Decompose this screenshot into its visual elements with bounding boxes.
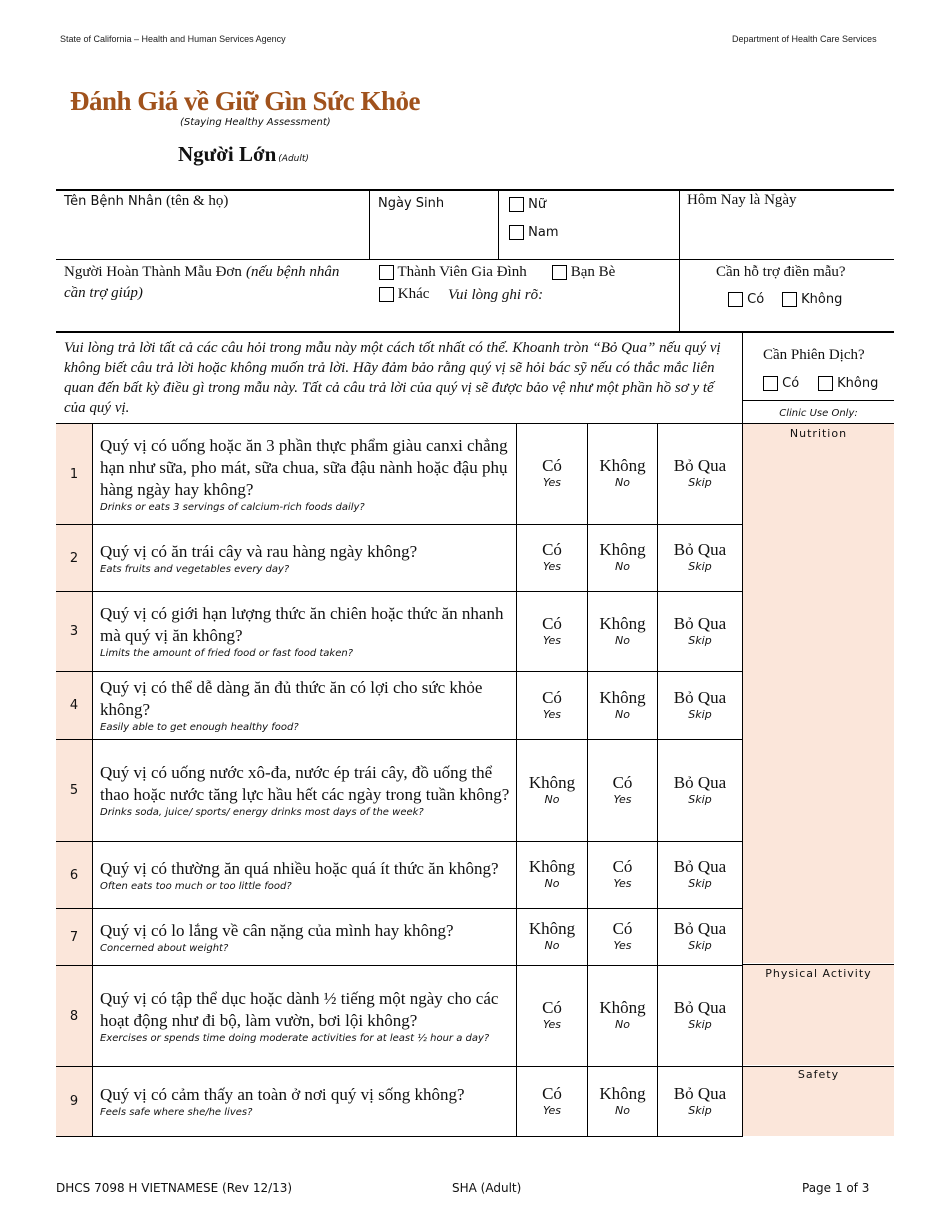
row-divider bbox=[56, 841, 743, 842]
question-text: Quý vị có uống nước xô-đa, nước ép trái cây, đồ uống thể thao hoặc nước tăng lực hầu hết các ngày trong tuần không? bbox=[100, 763, 510, 804]
answer-option-1[interactable] bbox=[517, 773, 587, 806]
answer-english: Yes bbox=[542, 707, 561, 721]
answer-english: Skip bbox=[688, 792, 712, 806]
answer-label: Có bbox=[542, 998, 562, 1017]
age-group-title bbox=[178, 142, 309, 167]
completed-by-label: Người Hoàn Thành Mẫu Đơn bbox=[64, 264, 242, 280]
form-subtitle: (Staying Healthy Assessment) bbox=[180, 117, 331, 128]
female-label: Nữ bbox=[528, 197, 547, 212]
answer-option-2[interactable] bbox=[588, 773, 657, 806]
question-english: Limits the amount of fried food or fast food taken? bbox=[100, 648, 354, 659]
answer-label: Có bbox=[542, 540, 562, 559]
row-divider bbox=[56, 524, 743, 525]
question-text: Quý vị có giới hạn lượng thức ăn chiên hoặc thức ăn nhanh mà quý vị ăn không? bbox=[100, 604, 504, 645]
interpreter-yes-option bbox=[763, 376, 799, 391]
answer-label: Bỏ Qua bbox=[673, 857, 727, 876]
question-english: Concerned about weight? bbox=[100, 942, 229, 954]
interpreter-no-option bbox=[818, 376, 878, 391]
answer-english: Yes bbox=[542, 633, 561, 647]
answer-label: Không bbox=[528, 919, 576, 938]
dob-label: Ngày Sinh bbox=[378, 196, 445, 211]
answer-option-3[interactable] bbox=[658, 919, 742, 952]
divider bbox=[56, 331, 894, 333]
answer-label: Có bbox=[542, 1083, 562, 1103]
question-number: 5 bbox=[56, 740, 92, 841]
answer-english: Yes bbox=[542, 476, 561, 489]
help-yes-label: Có bbox=[747, 292, 765, 307]
answer-label: Có bbox=[542, 613, 562, 633]
question-text: Quý vị có cảm thấy an toàn ở nơi quý vị sống không? bbox=[100, 1085, 465, 1104]
question-english: Easily able to get enough healthy food? bbox=[100, 722, 299, 733]
answer-english: Skip bbox=[688, 476, 712, 489]
help-no-option bbox=[782, 292, 842, 307]
answer-label: Bỏ Qua bbox=[673, 540, 727, 559]
interpreter-yes-label: Có bbox=[782, 376, 800, 391]
answer-option-1[interactable] bbox=[517, 857, 587, 890]
answer-english: No bbox=[544, 877, 560, 890]
answer-label: Bỏ Qua bbox=[673, 919, 727, 938]
answer-label: Có bbox=[612, 857, 633, 876]
help-no-label: Không bbox=[801, 292, 843, 307]
interpreter-yes-checkbox[interactable] bbox=[763, 376, 778, 391]
patient-name-note: (tên & họ) bbox=[165, 193, 229, 209]
divider bbox=[743, 1066, 894, 1067]
clinic-use-label: Clinic Use Only: bbox=[779, 408, 858, 419]
answer-english: Yes bbox=[542, 1103, 561, 1117]
answer-label: Không bbox=[599, 456, 646, 475]
patient-name-label: Tên Bệnh Nhân bbox=[64, 194, 163, 209]
question-text: Quý vị có thể dễ dàng ăn đủ thức ăn có lợi cho sức khỏe không? bbox=[100, 678, 483, 719]
male-checkbox[interactable] bbox=[509, 225, 524, 240]
question-text-block bbox=[100, 603, 510, 660]
divider bbox=[92, 423, 93, 1136]
question-english: Feels safe where she/he lives? bbox=[100, 1107, 253, 1118]
question-text-block bbox=[100, 858, 510, 893]
answer-label: Bỏ Qua bbox=[673, 998, 727, 1017]
answer-option-1[interactable] bbox=[517, 540, 587, 573]
friend-label: Bạn Bè bbox=[570, 264, 616, 280]
instructions: Vui lòng trả lời tất cả các câu hỏi trong mẫu này một cách tốt nhất có thể. Khoanh tròn “Bỏ Qua” nếu quý vị không biết câu trả lời hoặc không muốn trả lời. Hãy đảm bảo rằng quý vị sẽ hỏi bác sỹ nếu có thắc mắc liên quan đến bất kỳ điều gì trong mẫu này. Tất cả câu trả lời của quý vị sẽ được bảo vệ như một phần hồ sơ y tế của quý vị. bbox=[64, 340, 721, 416]
family-member-label: Thành Viên Gia Đình bbox=[397, 264, 527, 280]
answer-label: Bỏ Qua bbox=[673, 456, 727, 475]
male-option bbox=[509, 225, 559, 240]
other-option bbox=[379, 286, 429, 303]
question-number: 6 bbox=[56, 842, 92, 908]
department-header: Department of Health Care Services bbox=[732, 34, 877, 44]
interpreter-label: Cần Phiên Dịch? bbox=[763, 347, 865, 363]
answer-option-1[interactable] bbox=[517, 919, 587, 952]
answer-english: Yes bbox=[613, 939, 632, 952]
answer-label: Không bbox=[599, 687, 646, 707]
answer-option-3[interactable] bbox=[658, 998, 742, 1031]
answer-label: Không bbox=[528, 772, 576, 792]
answer-option-2[interactable] bbox=[588, 1084, 657, 1117]
question-english: Drinks soda, juice/ sports/ energy drinks most days of the week? bbox=[100, 807, 424, 818]
answer-option-1[interactable] bbox=[517, 614, 587, 647]
question-english: Exercises or spends time doing moderate activities for at least ½ hour a day? bbox=[100, 1032, 490, 1044]
answer-english: Skip bbox=[688, 939, 712, 952]
answer-english: Skip bbox=[688, 877, 712, 890]
answer-english: Skip bbox=[688, 707, 712, 721]
answer-label: Không bbox=[599, 540, 646, 559]
question-text-block bbox=[100, 762, 510, 819]
answer-english: Skip bbox=[688, 1103, 712, 1117]
clinic-nutrition-box bbox=[743, 423, 894, 963]
answer-option-1[interactable] bbox=[517, 998, 587, 1031]
friend-checkbox[interactable] bbox=[552, 265, 567, 280]
answer-option-3[interactable] bbox=[658, 688, 742, 721]
answer-option-3[interactable] bbox=[658, 1084, 742, 1117]
question-text-block bbox=[100, 920, 510, 955]
other-label: Khác bbox=[397, 286, 430, 302]
row-divider bbox=[56, 1066, 743, 1067]
row-divider bbox=[56, 671, 743, 672]
answer-option-1[interactable] bbox=[517, 456, 587, 489]
answer-english: Yes bbox=[542, 560, 561, 573]
family-member-option bbox=[379, 264, 527, 281]
answer-option-3[interactable] bbox=[658, 540, 742, 573]
answer-label: Bỏ Qua bbox=[673, 687, 727, 707]
row-divider bbox=[56, 591, 743, 592]
divider bbox=[498, 190, 499, 260]
answer-label: Có bbox=[542, 687, 562, 707]
answer-english: Yes bbox=[613, 877, 632, 890]
question-text: Quý vị có uống hoặc ăn 3 phần thực phẩm giàu canxi chẳng hạn như sữa, pho mát, sữa chua, sữa đậu nành hoặc đậu phụ hàng ngày hay không? bbox=[100, 435, 508, 499]
question-number: 8 bbox=[56, 966, 92, 1066]
specify-label: Vui lòng ghi rõ: bbox=[448, 287, 544, 303]
answer-english: Skip bbox=[688, 560, 712, 573]
other-checkbox[interactable] bbox=[379, 287, 394, 302]
help-no-checkbox[interactable] bbox=[782, 292, 797, 307]
help-yes-checkbox[interactable] bbox=[728, 292, 743, 307]
answer-label: Không bbox=[528, 857, 576, 876]
family-member-checkbox[interactable] bbox=[379, 265, 394, 280]
answer-option-2[interactable] bbox=[588, 688, 657, 721]
answer-option-2[interactable] bbox=[588, 540, 657, 573]
clinic-safety-label: Safety bbox=[797, 1068, 840, 1081]
form-name: SHA (Adult) bbox=[452, 1181, 522, 1195]
divider bbox=[742, 400, 894, 401]
answer-english: No bbox=[615, 707, 630, 721]
need-help-label: Cần hỗ trợ điền mẫu? bbox=[716, 264, 846, 280]
divider bbox=[743, 964, 894, 965]
answer-label: Bỏ Qua bbox=[673, 772, 727, 792]
divider bbox=[743, 423, 894, 424]
today-date-label: Hôm Nay là Ngày bbox=[687, 192, 797, 208]
question-text-block bbox=[100, 435, 510, 514]
clinic-nutrition-label: Nutrition bbox=[789, 427, 848, 440]
female-option bbox=[509, 197, 546, 212]
clinic-physical-label: Physical Activity bbox=[765, 967, 872, 980]
answer-label: Có bbox=[612, 772, 633, 792]
question-text-block bbox=[100, 677, 510, 734]
answer-label: Có bbox=[542, 456, 562, 475]
interpreter-no-label: Không bbox=[837, 376, 879, 391]
answer-option-2[interactable] bbox=[588, 614, 657, 647]
question-text-block bbox=[100, 988, 510, 1045]
question-english: Often eats too much or too little food? bbox=[100, 880, 292, 892]
answer-option-1[interactable] bbox=[517, 688, 587, 721]
divider bbox=[56, 189, 894, 191]
row-divider bbox=[56, 965, 743, 966]
age-group-label: Người Lớn bbox=[178, 142, 277, 166]
answer-english: No bbox=[544, 792, 560, 806]
answer-label: Có bbox=[612, 919, 633, 938]
answer-english: No bbox=[615, 560, 630, 573]
answer-label: Bỏ Qua bbox=[673, 613, 727, 633]
question-english: Drinks or eats 3 servings of calcium-rich foods daily? bbox=[100, 501, 365, 513]
answer-option-3[interactable] bbox=[658, 857, 742, 890]
question-text-block bbox=[100, 541, 510, 576]
page-number: Page 1 of 3 bbox=[802, 1181, 870, 1195]
question-number: 9 bbox=[56, 1067, 92, 1136]
divider bbox=[369, 190, 370, 260]
answer-english: No bbox=[615, 633, 630, 647]
question-text: Quý vị có lo lắng về cân nặng của mình hay không? bbox=[100, 920, 454, 940]
answer-label: Không bbox=[599, 1083, 646, 1103]
divider bbox=[679, 190, 680, 332]
answer-english: No bbox=[615, 476, 630, 489]
female-checkbox[interactable] bbox=[509, 197, 524, 212]
question-text: Quý vị có thường ăn quá nhiều hoặc quá ít thức ăn không? bbox=[100, 858, 499, 878]
completed-by-field bbox=[64, 262, 354, 304]
agency-header: State of California – Health and Human Services Agency bbox=[60, 34, 286, 44]
question-text-block bbox=[100, 1084, 510, 1119]
form-title: Đánh Giá về Giữ Gìn Sức Khỏe bbox=[70, 86, 420, 116]
answer-option-3[interactable] bbox=[658, 773, 742, 806]
answer-option-2[interactable] bbox=[588, 857, 657, 890]
answer-label: Không bbox=[599, 613, 646, 633]
answer-english: Skip bbox=[688, 633, 712, 647]
answer-label: Không bbox=[599, 998, 646, 1017]
patient-name-field[interactable] bbox=[64, 193, 228, 210]
help-yes-option bbox=[728, 292, 764, 307]
interpreter-no-checkbox[interactable] bbox=[818, 376, 833, 391]
answer-english: Skip bbox=[688, 1018, 712, 1031]
row-divider bbox=[56, 1136, 743, 1137]
answer-option-3[interactable] bbox=[658, 614, 742, 647]
question-text: Quý vị có tập thể dục hoặc dành ½ tiếng một ngày cho các hoạt động như đi bộ, làm vườn, bơi lội không? bbox=[100, 988, 499, 1030]
answer-english: No bbox=[615, 1018, 630, 1031]
divider bbox=[56, 423, 743, 424]
answer-option-3[interactable] bbox=[658, 456, 742, 489]
question-text: Quý vị có ăn trái cây và rau hàng ngày không? bbox=[100, 541, 418, 561]
answer-label: Bỏ Qua bbox=[673, 1083, 727, 1103]
answer-option-2[interactable] bbox=[588, 998, 657, 1031]
male-label: Nam bbox=[528, 225, 559, 240]
divider bbox=[56, 259, 894, 260]
question-number: 7 bbox=[56, 909, 92, 965]
row-divider bbox=[56, 739, 743, 740]
row-divider bbox=[56, 908, 743, 909]
question-number: 3 bbox=[56, 592, 92, 671]
completed-by-note: (nếu bệnh nhân cần trợ giúp) bbox=[64, 264, 340, 301]
form-id: DHCS 7098 H VIETNAMESE (Rev 12/13) bbox=[56, 1181, 293, 1195]
answer-english: No bbox=[544, 939, 560, 952]
answer-option-2[interactable] bbox=[588, 456, 657, 489]
answer-english: Yes bbox=[542, 1018, 561, 1031]
answer-english: No bbox=[615, 1103, 630, 1117]
question-number: 2 bbox=[56, 525, 92, 591]
answer-option-1[interactable] bbox=[517, 1084, 587, 1117]
friend-option bbox=[552, 264, 615, 281]
age-group-en: (Adult) bbox=[278, 154, 309, 164]
question-number: 1 bbox=[56, 424, 92, 524]
clinic-physical-box bbox=[743, 965, 894, 1065]
question-english: Eats fruits and vegetables every day? bbox=[100, 563, 290, 575]
question-number: 4 bbox=[56, 672, 92, 739]
answer-option-2[interactable] bbox=[588, 919, 657, 952]
answer-english: Yes bbox=[613, 792, 632, 806]
